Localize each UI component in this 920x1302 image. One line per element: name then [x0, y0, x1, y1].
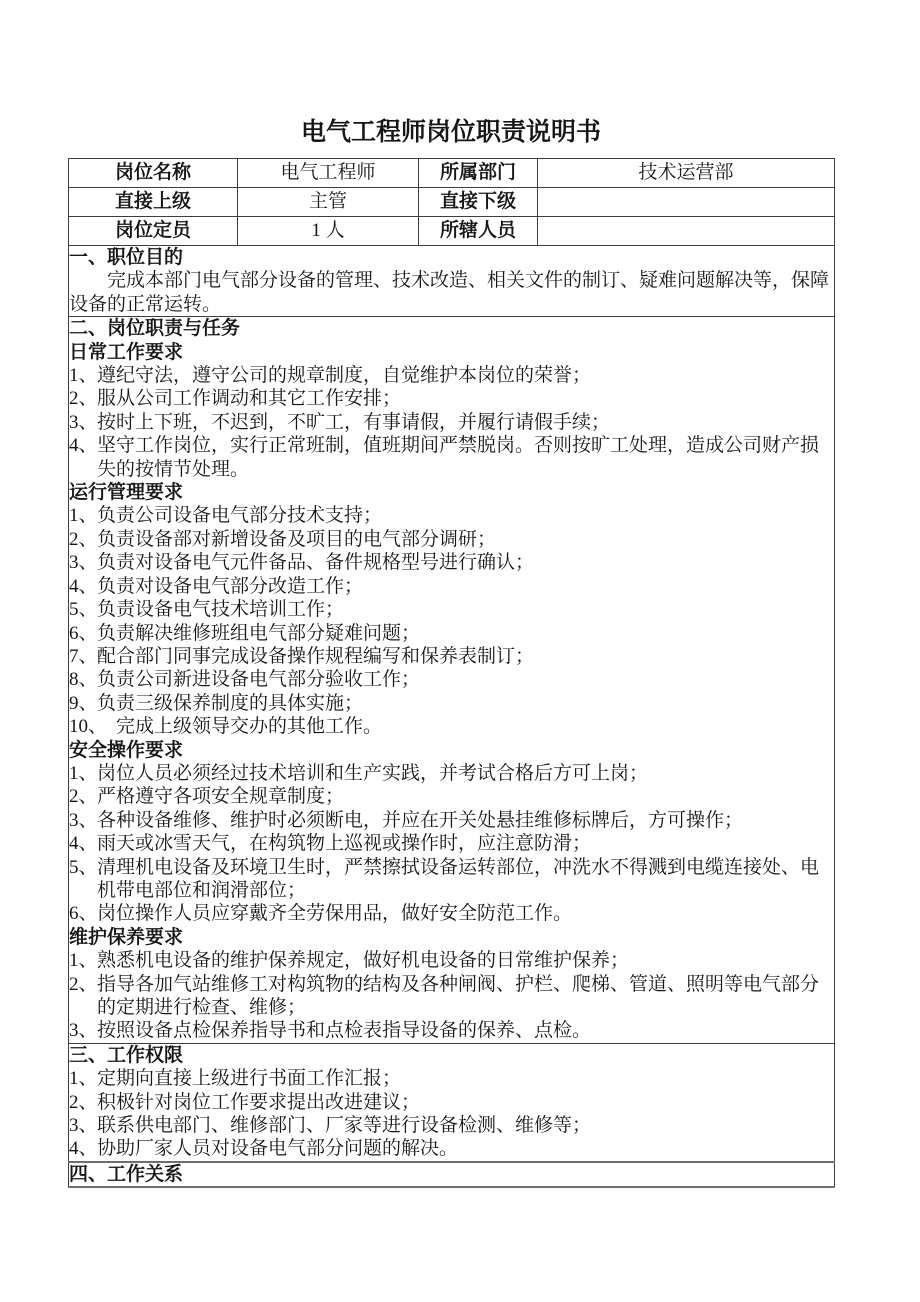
list-item: [69, 645, 834, 668]
list-item: [69, 762, 834, 785]
list-item-number: 4、: [69, 1138, 98, 1160]
sub-heading: 安全操作要求: [69, 739, 184, 761]
list-item-number: 5、: [69, 856, 98, 878]
list-item-text: 岗位操作人员应穿戴齐全劳保用品，做好安全防范工作。: [97, 903, 573, 925]
info-row: [69, 217, 835, 246]
list-item-number: 2、: [69, 786, 98, 808]
info-label-position-name: 岗位名称: [69, 159, 238, 188]
section-heading: 一、职位目的: [69, 247, 184, 268]
list-item: [69, 785, 834, 808]
list-item-number: 3、: [69, 1115, 98, 1137]
list-item-text: 各种设备维修、维护时必须断电，并应在开关处悬挂维修标牌后，方可操作；: [97, 809, 744, 831]
list-item-number: 3、: [69, 552, 98, 574]
job-description-table: [68, 158, 835, 1188]
document-title: 电气工程师岗位职责说明书: [300, 118, 601, 146]
list-item-number: 6、: [69, 622, 98, 644]
list-item: [69, 1019, 834, 1042]
info-value-headcount: 1 人: [238, 217, 419, 246]
list-item-text: 负责公司设备电气部分技术支持；: [97, 505, 383, 527]
list-item-number: 3、: [69, 1020, 98, 1042]
paragraph: 完成本部门电气部分设备的管理、技术改造、相关文件的制订、疑难问题解决等，保障设备的正常运转。: [69, 270, 830, 315]
list-item-text: 完成上级领导交办的其他工作。: [97, 716, 383, 738]
list-item-number: 2、: [69, 528, 98, 550]
list-item-number: 3、: [69, 809, 98, 831]
list-item-text: 严格遵守各项安全规章制度；: [97, 786, 345, 808]
section-row: [69, 246, 835, 317]
info-value-managed-staff: [538, 217, 835, 246]
list-item: [69, 364, 834, 387]
list-item-number: 1、: [69, 505, 98, 527]
list-item-text: 配合部门同事完成设备操作规程编写和保养表制订；: [97, 645, 535, 667]
list-item: [69, 856, 834, 903]
info-value-direct-superior: 主管: [238, 188, 419, 217]
list-item-text: 遵纪守法，遵守公司的规章制度，自觉维护本岗位的荣誉；: [97, 365, 592, 387]
sub-heading: 维护保养要求: [69, 926, 184, 948]
section-row: [69, 317, 835, 1044]
list-item: [69, 973, 834, 1020]
list-item-text: 清理机电设备及环境卫生时，严禁擦拭设备运转部位，冲洗水不得溅到电缆连接处、电机带电部位和润滑部位；: [97, 856, 820, 901]
list-item-number: 1、: [69, 365, 98, 387]
info-label-direct-superior: 直接上级: [69, 188, 238, 217]
list-item-number: 2、: [69, 388, 98, 410]
list-item: [69, 598, 834, 621]
list-item-number: 4、: [69, 435, 98, 457]
list-item: [69, 551, 834, 574]
list-item-text: 岗位人员必须经过技术培训和生产实践，并考试合格后方可上岗；: [97, 762, 649, 784]
list-item-number: 1、: [69, 762, 98, 784]
section-row: [69, 1043, 835, 1162]
info-label-managed-staff: 所辖人员: [419, 217, 538, 246]
info-label-department: 所属部门: [419, 159, 538, 188]
list-item-text: 服从公司工作调动和其它工作安排；: [97, 388, 402, 410]
list-item-number: 2、: [69, 1091, 98, 1113]
list-item-number: 2、: [69, 973, 98, 995]
info-label-direct-subordinate: 直接下级: [419, 188, 538, 217]
list-item-number: 10、: [69, 716, 108, 738]
sub-heading: 运行管理要求: [69, 482, 184, 504]
section-cell: [69, 1162, 835, 1187]
list-item-text: 按照设备点检保养指导书和点检表指导设备的保养、点检。: [97, 1020, 592, 1042]
list-item-text: 负责公司新进设备电气部分验收工作；: [97, 669, 421, 691]
list-item-text: 雨天或冰雪天气，在构筑物上巡视或操作时，应注意防滑；: [97, 833, 592, 855]
list-item: [69, 1067, 834, 1090]
section-heading: 四、工作关系: [69, 1163, 184, 1185]
info-label-headcount: 岗位定员: [69, 217, 238, 246]
info-row: [69, 188, 835, 217]
list-item-text: 负责对设备电气部分改造工作；: [97, 575, 364, 597]
list-item-number: 1、: [69, 950, 98, 972]
list-item-text: 联系供电部门、维修部门、厂家等进行设备检测、维修等；: [97, 1115, 592, 1137]
list-item: [69, 387, 834, 410]
list-item: [69, 1137, 834, 1160]
list-item-number: 5、: [69, 599, 98, 621]
list-item-text: 积极针对岗位工作要求提出改进建议；: [97, 1091, 421, 1113]
info-row: [69, 159, 835, 188]
list-item-text: 负责设备部对新增设备及项目的电气部分调研；: [97, 528, 497, 550]
list-item-text: 定期向直接上级进行书面工作汇报；: [97, 1068, 402, 1090]
section-heading: 二、岗位职责与任务: [69, 318, 241, 340]
list-item-number: 6、: [69, 903, 98, 925]
list-item-number: 4、: [69, 575, 98, 597]
list-item: [69, 528, 834, 551]
list-item-number: 9、: [69, 692, 98, 714]
list-item-text: 按时上下班，不迟到，不旷工，有事请假，并履行请假手续；: [97, 411, 611, 433]
list-item-text: 负责对设备电气元件备品、备件规格型号进行确认；: [97, 552, 535, 574]
list-item: [69, 411, 834, 434]
list-item-text: 熟悉机电设备的维护保养规定，做好机电设备的日常维护保养；: [97, 950, 630, 972]
list-item: [69, 575, 834, 598]
info-value-position-name: 电气工程师: [238, 159, 419, 188]
list-item-number: 3、: [69, 411, 98, 433]
section-cell: [69, 246, 835, 317]
list-item: [69, 832, 834, 855]
list-item: [69, 692, 834, 715]
list-item-number: 7、: [69, 645, 98, 667]
list-item: [69, 434, 834, 481]
list-item: [69, 902, 834, 925]
list-item-number: 8、: [69, 669, 98, 691]
list-item: [69, 622, 834, 645]
list-item: [69, 715, 834, 738]
list-item: [69, 949, 834, 972]
list-item: [69, 668, 834, 691]
list-item: [69, 1091, 834, 1114]
section-cell: [69, 317, 835, 1044]
list-item-text: 坚守工作岗位，实行正常班制，值班期间严禁脱岗。否则按旷工处理，造成公司财产损失的按情节处理。: [97, 435, 820, 480]
sub-heading: 日常工作要求: [69, 341, 184, 363]
list-item: [69, 1114, 834, 1137]
list-item-text: 指导各加气站维修工对构筑物的结构及各种闸阀、护栏、爬梯、管道、照明等电气部分的定期进行检查、维修；: [97, 973, 820, 1018]
list-item-number: 4、: [69, 833, 98, 855]
info-value-department: 技术运营部: [538, 159, 835, 188]
section-row: [69, 1162, 835, 1187]
list-item-text: 负责设备电气技术培训工作；: [97, 599, 345, 621]
list-item-number: 1、: [69, 1068, 98, 1090]
list-item: [69, 504, 834, 527]
section-cell: [69, 1043, 835, 1162]
section-heading: 三、工作权限: [69, 1044, 184, 1066]
info-value-direct-subordinate: [538, 188, 835, 217]
list-item: [69, 809, 834, 832]
list-item-text: 负责解决维修班组电气部分疑难问题；: [97, 622, 421, 644]
list-item-text: 协助厂家人员对设备电气部分问题的解决。: [97, 1138, 459, 1160]
list-item-text: 负责三级保养制度的具体实施；: [97, 692, 364, 714]
